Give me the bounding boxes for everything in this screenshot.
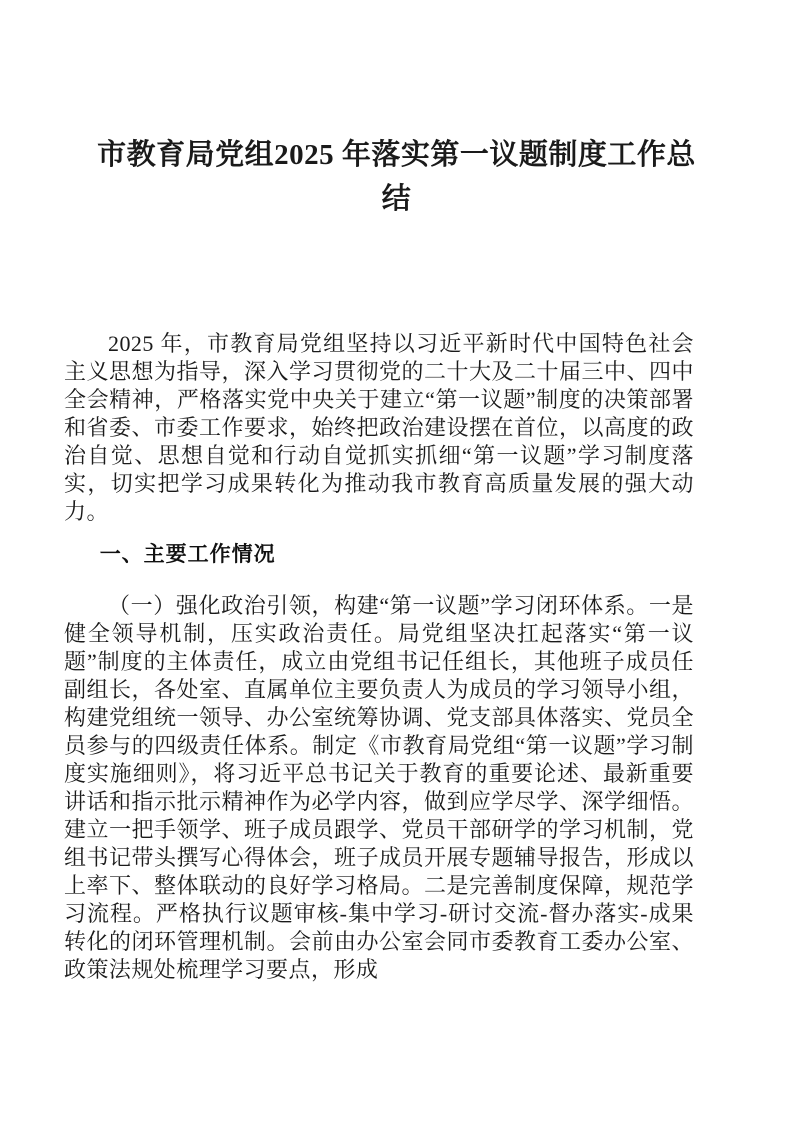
section-heading-main-work: 一、主要工作情况 [99, 543, 276, 566]
intro-paragraph: 2025 年，市教育局党组坚持以习近平新时代中国特色社会主义思想为指导，深入学习贯彻党的二十大及二十届三中、四中全会精神，严格落实党中央关于建立“第一议题”制度的决策部署和省委、市委工作要求，始终把政治建设摆在首位，以高度的政治自觉、思想自觉和行动自觉抓实抓细“第一议题”学习制度落实，切实把学习成果转化为推动我市教育高质量发展的强大动力。 [64, 331, 694, 524]
section-paragraph-1: （一）强化政治引领，构建“第一议题”学习闭环体系。一是健全领导机制，压实政治责任。局党组坚决扛起落实“第一议题”制度的主体责任，成立由党组书记任组长，其他班子成员任副组长，各处室、直属单位主要负责人为成员的学习领导小组，构建党组统一领导、办公室统筹协调、党支部具体落实、党员全员参与的四级责任体系。制定《市教育局党组“第一议题”学习制度实施细则》，将习近平总书记关于教育的重要论述、最新重要讲话和指示批示精神作为必学内容，做到应学尽学、深学细悟。建立一把手领学、班子成员跟学、党员干部研学的学习机制，党组书记带头撰写心得体会，班子成员开展专题辅导报告，形成以上率下、整体联动的良好学习格局。二是完善制度保障，规范学习流程。严格执行议题审核-集中学习-研讨交流-督办落实-成果转化的闭环管理机制。会前由办公室会同市委教育工委办公室、政策法规处梳理学习要点，形成 [64, 593, 694, 982]
document-title: 市教育局党组2025 年落实第一议题制度工作总结 [97, 139, 696, 215]
document-body [64, 330, 694, 984]
